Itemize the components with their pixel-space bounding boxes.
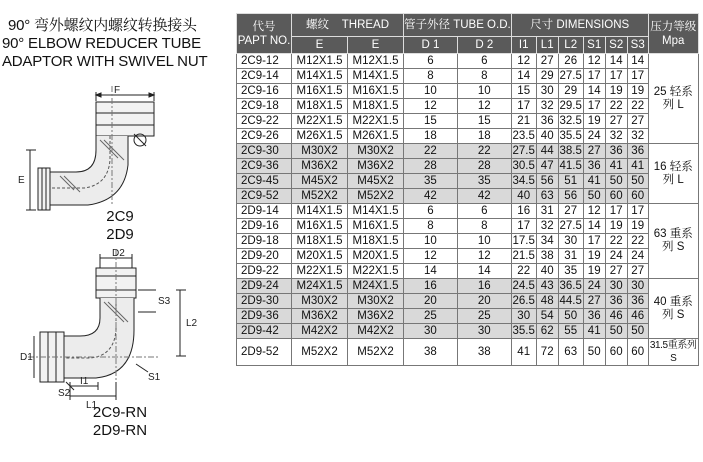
- model-label-2d9: 2D9: [106, 226, 134, 243]
- part-number-cell: 2D9-30: [237, 294, 292, 309]
- table-cell: 19: [605, 219, 627, 234]
- elbow-drawing-top: [26, 86, 154, 210]
- elbow-drawing-bottom: [28, 250, 186, 400]
- table-cell: 29: [558, 84, 583, 99]
- table-cell: 17: [627, 69, 648, 84]
- table-cell: 24: [627, 249, 648, 264]
- table-cell: 27: [583, 144, 605, 159]
- table-cell: 35.5: [559, 129, 582, 142]
- table-cell: 19: [583, 264, 605, 279]
- table-cell: 12: [583, 54, 605, 69]
- part-number-cell: 2D9-18: [237, 234, 292, 249]
- table-cell: 35: [457, 174, 511, 189]
- table-cell: M20X1.5: [292, 249, 348, 264]
- table-cell: 27: [558, 204, 583, 219]
- table-cell: 27.5: [559, 69, 582, 82]
- table-cell: 29.5: [559, 99, 582, 112]
- subheader-d2: D 2: [457, 37, 511, 54]
- table-cell: 10: [404, 84, 458, 99]
- table-row: [237, 144, 699, 159]
- table-cell: 48: [536, 294, 558, 309]
- dim-label-d1: D1: [20, 352, 33, 363]
- dim-label-d2: D2: [112, 248, 125, 259]
- table-cell: 22: [404, 144, 458, 159]
- table-row: [237, 69, 699, 84]
- table-cell: 36: [627, 294, 648, 309]
- dim-label-l2: L2: [186, 318, 198, 329]
- table-cell: 10: [457, 234, 511, 249]
- header-tube-od: 管子外径 TUBE O.D.: [404, 14, 512, 37]
- table-cell: 40: [511, 189, 536, 204]
- table-cell: 8: [404, 219, 458, 234]
- table-cell: 25: [404, 309, 458, 324]
- subheader-l1: I1: [511, 37, 536, 54]
- table-row: [237, 129, 699, 144]
- table-cell: 46: [605, 309, 627, 324]
- table-cell: M36X2: [292, 309, 348, 324]
- subheader-e-outer: E: [292, 37, 348, 54]
- table-cell: 30: [605, 279, 627, 294]
- table-cell: 14: [404, 264, 458, 279]
- table-cell: 8: [457, 219, 511, 234]
- table-cell: M52X2: [348, 339, 404, 366]
- table-cell: 10: [457, 84, 511, 99]
- table-cell: 17: [511, 99, 536, 114]
- table-cell: 26.5: [512, 294, 535, 307]
- table-cell: 27.5: [559, 219, 582, 232]
- table-cell: 41: [627, 159, 648, 174]
- table-cell: M24X1.5: [292, 279, 348, 294]
- table-cell: 36: [627, 144, 648, 159]
- table-cell: 46: [627, 309, 648, 324]
- table-cell: M14X1.5: [348, 204, 404, 219]
- table-cell: 34: [536, 234, 558, 249]
- table-cell: 20: [457, 294, 511, 309]
- table-row: [237, 234, 699, 249]
- part-number-cell: 2D9-16: [237, 219, 292, 234]
- table-cell: 41: [605, 159, 627, 174]
- table-cell: 42: [457, 189, 511, 204]
- table-cell: M16X1.5: [292, 84, 348, 99]
- table-cell: 19: [627, 219, 648, 234]
- table-cell: 22: [627, 99, 648, 114]
- table-cell: 28: [404, 159, 458, 174]
- table-row: [237, 189, 699, 204]
- table-cell: 16: [511, 204, 536, 219]
- table-cell: 27: [583, 294, 605, 309]
- table-cell: M14X1.5: [292, 69, 348, 84]
- table-cell: 47: [536, 159, 558, 174]
- table-cell: 50: [583, 339, 605, 366]
- table-cell: 10: [404, 234, 458, 249]
- table-row: [237, 309, 699, 324]
- table-cell: 14: [583, 84, 605, 99]
- table-row: [237, 114, 699, 129]
- part-number-cell: 2D9-36: [237, 309, 292, 324]
- table-cell: 17.5: [512, 234, 535, 247]
- header-dimensions: 尺寸 DIMENSIONS: [511, 14, 648, 37]
- table-cell: 22: [457, 144, 511, 159]
- table-row: [237, 324, 699, 339]
- table-cell: M30X2: [348, 294, 404, 309]
- table-cell: M26X1.5: [348, 129, 404, 144]
- pressure-rating-cell: 16 轻系列 L: [648, 144, 698, 204]
- part-number-cell: 2C9-36: [237, 159, 292, 174]
- subheader-l1-upper: L1: [536, 37, 558, 54]
- table-cell: 12: [404, 249, 458, 264]
- table-cell: 27: [605, 114, 627, 129]
- table-cell: 32: [536, 99, 558, 114]
- table-cell: M22X1.5: [348, 114, 404, 129]
- table-cell: 30: [404, 324, 458, 339]
- table-cell: 50: [583, 189, 605, 204]
- table-cell: 14: [583, 219, 605, 234]
- table-cell: 56: [536, 174, 558, 189]
- table-cell: 50: [558, 309, 583, 324]
- part-number-cell: 2C9-22: [237, 114, 292, 129]
- table-cell: 8: [457, 69, 511, 84]
- table-cell: M45X2: [292, 174, 348, 189]
- table-cell: M36X2: [348, 159, 404, 174]
- table-cell: 41.5: [559, 159, 582, 172]
- table-cell: 35.5: [512, 324, 535, 337]
- table-cell: M22X1.5: [292, 114, 348, 129]
- table-cell: 41: [511, 339, 536, 366]
- table-cell: 17: [583, 99, 605, 114]
- table-row: [237, 84, 699, 99]
- part-number-cell: 2D9-22: [237, 264, 292, 279]
- table-cell: 35: [558, 264, 583, 279]
- table-cell: 24: [583, 279, 605, 294]
- table-cell: M22X1.5: [292, 264, 348, 279]
- table-cell: M52X2: [348, 189, 404, 204]
- table-cell: M14X1.5: [292, 204, 348, 219]
- table-cell: 22: [627, 234, 648, 249]
- table-cell: 50: [627, 174, 648, 189]
- table-cell: M45X2: [348, 174, 404, 189]
- table-cell: 60: [627, 189, 648, 204]
- table-cell: 19: [583, 114, 605, 129]
- subheader-s3: S3: [627, 37, 648, 54]
- table-row: [237, 99, 699, 114]
- title-line-2: 90° ELBOW REDUCER TUBE: [2, 35, 201, 52]
- pressure-rating-cell: 25 轻系列 L: [648, 54, 698, 144]
- table-cell: 36: [605, 144, 627, 159]
- table-cell: 36.5: [559, 279, 582, 292]
- table-cell: 14: [627, 54, 648, 69]
- table-cell: 35: [404, 174, 458, 189]
- table-row: [237, 159, 699, 174]
- table-cell: 22: [605, 99, 627, 114]
- table-cell: 30: [558, 234, 583, 249]
- table-cell: M24X1.5: [348, 279, 404, 294]
- table-cell: 50: [627, 324, 648, 339]
- table-cell: 30: [536, 84, 558, 99]
- table-cell: 63: [536, 189, 558, 204]
- table-cell: 14: [511, 69, 536, 84]
- table-cell: 14: [605, 54, 627, 69]
- subheader-s2: S2: [605, 37, 627, 54]
- table-cell: 15: [457, 114, 511, 129]
- table-cell: 27: [536, 54, 558, 69]
- table-cell: 19: [605, 84, 627, 99]
- table-cell: 41: [583, 174, 605, 189]
- table-cell: 44.5: [559, 294, 582, 307]
- part-number-cell: 2C9-18: [237, 99, 292, 114]
- table-cell: 27: [605, 264, 627, 279]
- table-cell: M18X1.5: [292, 234, 348, 249]
- table-cell: M16X1.5: [292, 219, 348, 234]
- header-thread: 螺纹 THREAD: [292, 14, 404, 37]
- part-number-cell: 2C9-14: [237, 69, 292, 84]
- table-cell: 27: [627, 114, 648, 129]
- part-number-cell: 2D9-52: [237, 339, 292, 366]
- pressure-rating-cell: 63 重系列 S: [648, 204, 698, 279]
- table-cell: 36: [536, 114, 558, 129]
- table-cell: 40: [536, 264, 558, 279]
- table-cell: 38: [404, 339, 458, 366]
- table-cell: 6: [457, 54, 511, 69]
- header-part-no: 代号 PAPT NO.: [237, 14, 292, 54]
- subheader-d1: D 1: [404, 37, 458, 54]
- table-cell: 31: [558, 249, 583, 264]
- part-number-cell: 2C9-16: [237, 84, 292, 99]
- model-label-2c9-rn: 2C9-RN: [92, 404, 148, 421]
- table-row: [237, 54, 699, 69]
- part-number-cell: 2D9-42: [237, 324, 292, 339]
- table-cell: M12X1.5: [348, 54, 404, 69]
- table-cell: 38: [536, 249, 558, 264]
- table-cell: 42: [404, 189, 458, 204]
- pressure-rating-cell: 40 重系列 S: [648, 279, 698, 339]
- table-cell: 62: [536, 324, 558, 339]
- table-cell: 19: [583, 249, 605, 264]
- table-cell: 25: [457, 309, 511, 324]
- dim-label-l1: L1: [86, 400, 98, 411]
- table-cell: 14: [457, 264, 511, 279]
- table-cell: 50: [605, 324, 627, 339]
- table-cell: M42X2: [292, 324, 348, 339]
- table-cell: 63: [558, 339, 583, 366]
- table-cell: 24: [583, 129, 605, 144]
- part-number-cell: 2D9-20: [237, 249, 292, 264]
- table-cell: 27.5: [512, 144, 535, 157]
- table-cell: 30: [627, 279, 648, 294]
- table-cell: 21.5: [512, 249, 535, 262]
- table-cell: 30: [457, 324, 511, 339]
- table-row: [237, 339, 699, 366]
- title-line-1: 90° 弯外螺纹内螺纹转换接头: [8, 17, 197, 34]
- table-cell: 17: [583, 69, 605, 84]
- table-cell: 21: [511, 114, 536, 129]
- table-cell: 24.5: [512, 279, 535, 292]
- table-cell: 28: [457, 159, 511, 174]
- table-cell: 17: [605, 69, 627, 84]
- table-cell: 24: [605, 249, 627, 264]
- part-number-cell: 2C9-52: [237, 189, 292, 204]
- subheader-s1: S1: [583, 37, 605, 54]
- table-cell: 60: [627, 339, 648, 366]
- table-cell: 31: [536, 204, 558, 219]
- table-cell: 6: [404, 204, 458, 219]
- table-cell: 17: [627, 204, 648, 219]
- table-cell: 12: [583, 204, 605, 219]
- table-cell: M18X1.5: [292, 99, 348, 114]
- table-cell: 23.5: [512, 129, 535, 142]
- table-cell: M16X1.5: [348, 84, 404, 99]
- table-cell: M22X1.5: [348, 264, 404, 279]
- table-cell: M12X1.5: [292, 54, 348, 69]
- table-cell: 50: [605, 174, 627, 189]
- table-cell: 29: [536, 69, 558, 84]
- table-cell: 30.5: [512, 159, 535, 172]
- table-cell: 8: [404, 69, 458, 84]
- table-cell: 32: [605, 129, 627, 144]
- table-row: [237, 264, 699, 279]
- table-cell: 36: [583, 309, 605, 324]
- table-cell: 55: [558, 324, 583, 339]
- table-cell: M30X2: [348, 144, 404, 159]
- table-cell: 41: [583, 324, 605, 339]
- table-cell: 43: [536, 279, 558, 294]
- table-cell: 6: [404, 54, 458, 69]
- table-cell: 32: [536, 219, 558, 234]
- table-cell: M36X2: [348, 309, 404, 324]
- dim-label-f: F: [114, 85, 121, 96]
- part-number-cell: 2C9-26: [237, 129, 292, 144]
- model-label-2c9: 2C9: [106, 208, 134, 225]
- table-cell: 12: [511, 54, 536, 69]
- table-cell: 44: [536, 144, 558, 159]
- table-cell: 18: [457, 129, 511, 144]
- table-cell: M30X2: [292, 294, 348, 309]
- table-cell: 22: [511, 264, 536, 279]
- table-cell: 12: [457, 249, 511, 264]
- table-cell: 32.5: [559, 114, 582, 127]
- table-cell: 36: [605, 294, 627, 309]
- header-pressure: 压力等级 Mpa: [648, 14, 698, 54]
- part-number-cell: 2D9-14: [237, 204, 292, 219]
- table-cell: 40: [536, 129, 558, 144]
- pressure-rating-cell: 31.5重系列S: [649, 340, 697, 364]
- table-row: [237, 174, 699, 189]
- table-cell: 51: [558, 174, 583, 189]
- table-cell: 6: [457, 204, 511, 219]
- table-cell: 32: [627, 129, 648, 144]
- table-cell: 15: [404, 114, 458, 129]
- table-cell: 20: [404, 294, 458, 309]
- table-cell: 26: [558, 54, 583, 69]
- table-cell: M20X1.5: [348, 249, 404, 264]
- dimension-table: [236, 13, 699, 366]
- table-cell: 16: [457, 279, 511, 294]
- table-cell: M16X1.5: [348, 219, 404, 234]
- table-cell: M26X1.5: [292, 129, 348, 144]
- table-cell: M42X2: [348, 324, 404, 339]
- table-cell: 12: [457, 99, 511, 114]
- table-cell: M36X2: [292, 159, 348, 174]
- table-cell: M18X1.5: [348, 99, 404, 114]
- table-cell: M52X2: [292, 339, 348, 366]
- table-cell: 38.5: [559, 144, 582, 157]
- table-cell: 60: [605, 339, 627, 366]
- part-number-cell: 2C9-45: [237, 174, 292, 189]
- table-cell: 12: [404, 99, 458, 114]
- table-cell: 30: [511, 309, 536, 324]
- dim-label-s2: S2: [58, 388, 71, 399]
- table-cell: 72: [536, 339, 558, 366]
- table-cell: 22: [605, 234, 627, 249]
- table-cell: 27: [627, 264, 648, 279]
- part-number-cell: 2D9-24: [237, 279, 292, 294]
- model-label-2d9-rn: 2D9-RN: [92, 422, 148, 439]
- table-cell: 34.5: [512, 174, 535, 187]
- table-row: [237, 204, 699, 219]
- table-cell: 38: [457, 339, 511, 366]
- table-cell: 18: [404, 129, 458, 144]
- table-cell: 56: [558, 189, 583, 204]
- table-cell: 16: [404, 279, 458, 294]
- table-row: [237, 279, 699, 294]
- table-cell: 36: [583, 159, 605, 174]
- table-row: [237, 249, 699, 264]
- subheader-e-inner: E: [348, 37, 404, 54]
- part-number-cell: 2C9-30: [237, 144, 292, 159]
- table-cell: M18X1.5: [348, 234, 404, 249]
- dim-label-e: E: [18, 175, 25, 186]
- table-cell: M30X2: [292, 144, 348, 159]
- table-cell: 60: [605, 189, 627, 204]
- dim-label-s1: S1: [148, 372, 161, 383]
- table-cell: 19: [627, 84, 648, 99]
- subheader-l2: L2: [558, 37, 583, 54]
- part-number-cell: 2C9-12: [237, 54, 292, 69]
- table-cell: 54: [536, 309, 558, 324]
- table-row: [237, 294, 699, 309]
- title-line-3: ADAPTOR WITH SWIVEL NUT: [2, 53, 208, 70]
- table-cell: 17: [511, 219, 536, 234]
- table-cell: 17: [605, 204, 627, 219]
- table-cell: 15: [511, 84, 536, 99]
- table-cell: M14X1.5: [348, 69, 404, 84]
- table-cell: 17: [583, 234, 605, 249]
- dim-label-s3: S3: [158, 296, 171, 307]
- table-row: [237, 219, 699, 234]
- table-cell: M52X2: [292, 189, 348, 204]
- dim-label-l1-small: I1: [80, 376, 89, 387]
